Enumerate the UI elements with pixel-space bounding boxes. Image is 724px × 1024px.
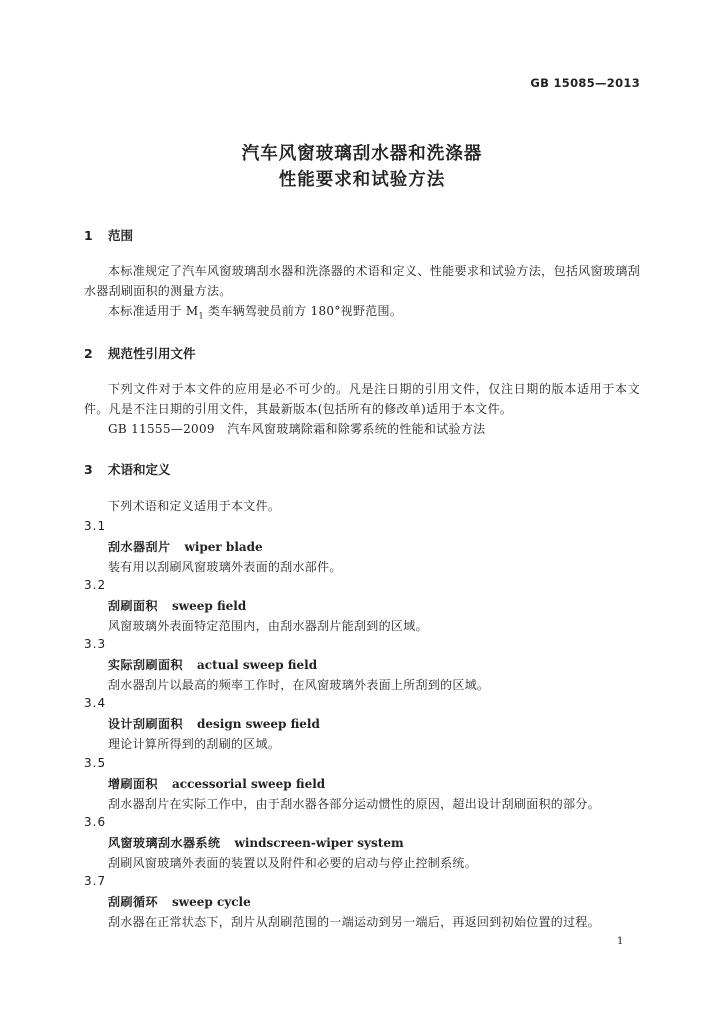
para-text: 本标准适用于 M — [108, 304, 199, 318]
term-definition: 风窗玻璃外表面特定范围内，由刮水器刮片能刮到的区域。 — [108, 619, 428, 633]
term-number: 3.3 — [84, 637, 107, 651]
term-definition: 刮水器刮片在实际工作中，由于刮水器各部分运动惯性的原因，超出设计刮刷面积的部分。 — [108, 797, 601, 811]
term-english: sweep cycle — [172, 895, 251, 909]
term-english: sweep field — [172, 599, 247, 613]
section-number: 3 — [84, 462, 93, 477]
term-english: actual sweep field — [197, 658, 318, 672]
term-english: accessorial sweep field — [172, 777, 326, 791]
para-subscript: 1 — [198, 311, 204, 321]
term-number: 3.6 — [84, 815, 107, 829]
term-heading — [108, 834, 404, 851]
term-number: 3.1 — [84, 519, 107, 533]
section-1-heading — [84, 226, 133, 244]
term-chinese: 风窗玻璃刮水器系统 — [108, 836, 221, 850]
section-3-heading — [84, 460, 171, 478]
para-text: 类车辆驾驶员前方 180°视野范围。 — [203, 304, 403, 318]
term-heading — [108, 775, 325, 792]
section-title: 规范性引用文件 — [108, 346, 196, 361]
document-title-line-2: 性能要求和试验方法 — [278, 170, 446, 190]
term-definition: 装有用以刮刷风窗玻璃外表面的刮水部件。 — [108, 560, 342, 574]
term-chinese: 设计刮刷面积 — [108, 717, 184, 731]
term-chinese: 增刷面积 — [108, 777, 159, 791]
term-definition: 刮刷风窗玻璃外表面的装置以及附件和必要的启动与停止控制系统。 — [108, 856, 478, 870]
term-number: 3.5 — [84, 756, 107, 770]
section-number: 2 — [84, 346, 93, 361]
section-1-paragraph-2 — [108, 303, 402, 324]
section-3-intro: 下列术语和定义适用于本文件。 — [108, 499, 281, 513]
normative-reference: GB 11555—2009 汽车风窗玻璃除霜和除雾系统的性能和试验方法 — [108, 422, 486, 436]
document-title-line-1: 汽车风窗玻璃刮水器和洗涤器 — [241, 144, 483, 164]
section-title: 范围 — [108, 228, 134, 243]
term-heading — [108, 715, 320, 732]
term-heading — [108, 893, 251, 910]
term-number: 3.2 — [84, 578, 107, 592]
term-english: design sweep field — [197, 717, 320, 731]
term-heading — [108, 538, 263, 555]
section-1-paragraph-1: 本标准规定了汽车风窗玻璃刮水器和洗涤器的术语和定义、性能要求和试验方法，包括风窗玻璃刮水器刮刷面积的测量方法。 — [84, 264, 640, 298]
term-english: wiper blade — [184, 540, 263, 554]
term-number: 3.4 — [84, 696, 107, 710]
standard-number: GB 15085—2013 — [530, 76, 640, 90]
section-2-paragraph-1: 下列文件对于本文件的应用是必不可少的。凡是注日期的引用文件，仅注日期的版本适用于本文件。凡是不注日期的引用文件，其最新版本(包括所有的修改单)适用于本文件。 — [84, 382, 640, 416]
term-heading — [108, 656, 317, 673]
term-chinese: 实际刮刷面积 — [108, 658, 184, 672]
term-number: 3.7 — [84, 874, 107, 888]
term-definition: 刮水器在正常状态下，刮片从刮刷范围的一端运动到另一端后，再返回到初始位置的过程。 — [108, 915, 601, 929]
term-definition: 理论计算所得到的刮刷的区域。 — [108, 737, 281, 751]
section-title: 术语和定义 — [108, 462, 171, 477]
page-number: 1 — [617, 936, 624, 947]
section-2-heading — [84, 344, 196, 362]
term-chinese: 刮刷循环 — [108, 895, 159, 909]
term-heading — [108, 597, 246, 614]
term-definition: 刮水器刮片以最高的频率工作时，在风窗玻璃外表面上所刮到的区域。 — [108, 678, 490, 692]
term-chinese: 刮刷面积 — [108, 599, 159, 613]
term-english: windscreen-wiper system — [234, 836, 404, 850]
term-chinese: 刮水器刮片 — [108, 540, 171, 554]
section-number: 1 — [84, 228, 93, 243]
